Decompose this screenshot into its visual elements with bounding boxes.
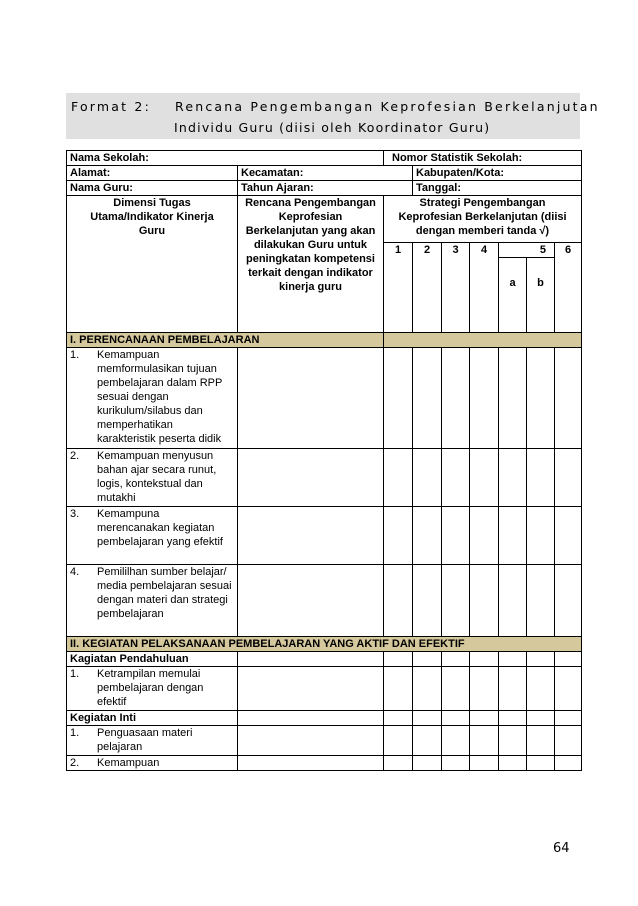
check-cell[interactable] [442,565,470,637]
strategi-col-5b: b [527,258,555,333]
indicator-cell: 3. Kemampuna merencanakan kegiatan pembelajaran yang efektif [67,507,238,565]
table-row [67,756,582,771]
info-row-2 [67,166,582,181]
check-cell[interactable] [527,348,555,449]
check-cell[interactable] [413,726,442,756]
check-cell[interactable] [470,667,499,711]
page-number: 64 [553,841,570,856]
check-cell[interactable] [470,449,499,507]
check-cell[interactable] [555,756,582,771]
subsection-row [67,711,582,726]
check-cell[interactable] [384,348,413,449]
subsection-pendahuluan: Kagiatan Pendahuluan [67,652,238,667]
check-cell[interactable] [499,667,527,711]
check-cell[interactable] [470,348,499,449]
header-line-1 [71,99,600,114]
indicator-cell: 2. Kemampuan menyusun bahan ajar secara runut, logis, kontekstual dan mutakhi [67,449,238,507]
strategi-col-5: 5 [499,243,555,258]
check-cell[interactable] [384,507,413,565]
strategi-col-1: 1 [384,243,413,333]
rencana-cell[interactable] [238,756,384,771]
check-cell[interactable] [499,565,527,637]
table-row [67,565,582,637]
table-row [67,667,582,711]
info-row-3 [67,181,582,196]
check-cell[interactable] [499,348,527,449]
nama-guru-label: Nama Guru: [67,181,238,196]
check-cell[interactable] [499,449,527,507]
check-cell[interactable] [555,507,582,565]
section-1-title: I. PERENCANAAN PEMBELAJARAN [67,333,384,348]
strategi-col-3: 3 [442,243,470,333]
nama-sekolah-label: Nama Sekolah: [67,151,384,166]
check-cell[interactable] [499,507,527,565]
indicator-cell: 1. Ketrampilan memulai pembelajaran dengan efektif [67,667,238,711]
indicator-cell: 2. Kemampuan [67,756,238,771]
subsection-inti: Kegiatan Inti [67,711,238,726]
check-cell[interactable] [442,507,470,565]
indicator-cell: 1. Kemampuan memformulasikan tujuan pembelajaran dalam RPP sesuai dengan kurikulum/silabus dan memperhatikan karakteristik peserta didik [67,348,238,449]
check-cell[interactable] [499,726,527,756]
check-cell[interactable] [413,667,442,711]
check-cell[interactable] [555,449,582,507]
table-row [67,348,582,449]
tanggal-label: Tanggal: [413,181,582,196]
check-cell[interactable] [470,507,499,565]
check-cell[interactable] [413,348,442,449]
subsection-row [67,652,582,667]
check-cell[interactable] [470,756,499,771]
rencana-cell[interactable] [238,726,384,756]
check-cell[interactable] [442,449,470,507]
pkb-plan-table [66,150,582,771]
check-cell[interactable] [527,667,555,711]
format-subtitle: Individu Guru (diisi oleh Koordinator Guru) [174,120,491,135]
rencana-cell[interactable] [238,667,384,711]
indicator-cell: 1. Penguasaan materi pelajaran [67,726,238,756]
section-2-title: II. KEGIATAN PELAKSANAAN PEMBELAJARAN YANG AKTIF DAN EFEKTIF [67,637,582,652]
kecamatan-label: Kecamatan: [238,166,413,181]
strategi-col-2: 2 [413,243,442,333]
rencana-cell[interactable] [238,507,384,565]
column-header-row [67,196,582,243]
dimensi-header: Dimensi Tugas Utama/Indikator Kinerja Guru [67,196,238,333]
strategi-col-5a: a [499,258,527,333]
format-label: Format 2: [71,99,151,114]
check-cell[interactable] [499,756,527,771]
section-row [67,333,582,348]
check-cell[interactable] [413,507,442,565]
check-cell[interactable] [555,667,582,711]
check-cell[interactable] [527,449,555,507]
check-cell[interactable] [527,726,555,756]
check-cell[interactable] [413,565,442,637]
check-cell[interactable] [555,565,582,637]
check-cell[interactable] [470,726,499,756]
check-cell[interactable] [384,756,413,771]
info-row-1 [67,151,582,166]
tahun-ajaran-label: Tahun Ajaran: [238,181,413,196]
nomor-statistik-label: Nomor Statistik Sekolah: [384,151,582,166]
check-cell[interactable] [555,726,582,756]
check-cell[interactable] [442,667,470,711]
strategi-col-6: 6 [555,243,582,333]
check-cell[interactable] [442,348,470,449]
check-cell[interactable] [470,565,499,637]
check-cell[interactable] [527,565,555,637]
table-row [67,726,582,756]
check-cell[interactable] [384,726,413,756]
rencana-cell[interactable] [238,565,384,637]
check-cell[interactable] [442,756,470,771]
check-cell[interactable] [384,667,413,711]
check-cell[interactable] [384,449,413,507]
strategi-col-4: 4 [470,243,499,333]
format-header [66,93,600,139]
strategi-header: Strategi Pengembangan Keprofesian Berkelanjutan (diisi dengan memberi tanda √) [384,196,582,243]
alamat-label: Alamat: [67,166,238,181]
check-cell[interactable] [527,756,555,771]
format-title: Rencana Pengembangan Keprofesian Berkelanjutan [175,99,600,114]
table-row [67,507,582,565]
check-cell[interactable] [384,565,413,637]
rencana-header: Rencana Pengembangan Keprofesian Berkelanjutan yang akan dilakukan Guru untuk peningkatan kompetensi terkait dengan indikator kinerja guru [238,196,384,333]
rencana-cell[interactable] [238,449,384,507]
check-cell[interactable] [442,726,470,756]
section-row [67,637,582,652]
check-cell[interactable] [555,348,582,449]
table-row [67,449,582,507]
kabupaten-label: Kabupaten/Kota: [413,166,582,181]
check-cell[interactable] [413,449,442,507]
check-cell[interactable] [527,507,555,565]
check-cell[interactable] [413,756,442,771]
rencana-cell[interactable] [238,348,384,449]
indicator-cell: 4. Pemililhan sumber belajar/ media pembelajaran sesuai dengan materi dan strategi pembelajaran [67,565,238,637]
